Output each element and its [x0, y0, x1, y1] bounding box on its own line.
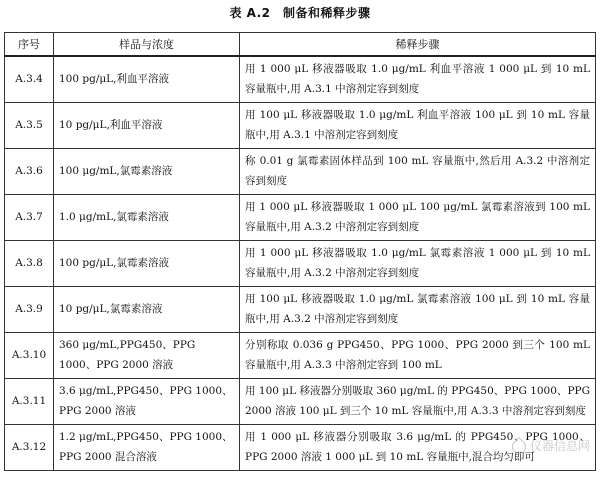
- cell-sample: 10 pg/μL,利血平溶液: [54, 102, 240, 148]
- table-row: [5, 286, 596, 332]
- header-step: 稀释步骤: [240, 33, 596, 57]
- watermark-text: 仪器信息网: [529, 439, 590, 453]
- cell-step: 分别称取 0.036 g PPG450、PPG 1000、PPG 2000 到三个 100 mL 容量瓶中,用 A.3.3 中溶剂定容到 100 mL: [240, 332, 596, 378]
- cell-step: 用 100 μL 移液器吸取 1.0 μg/mL 氯霉素溶液 100 μL 到 10 mL 容量瓶中,用 A.3.2 中溶剂定容到刻度: [240, 286, 596, 332]
- cell-seq: A.3.8: [5, 240, 54, 286]
- cell-sample: 10 pg/μL,氯霉素溶液: [54, 286, 240, 332]
- cell-sample: 100 μg/mL,氯霉素溶液: [54, 148, 240, 194]
- dilution-table: [4, 32, 596, 471]
- watermark: [512, 437, 590, 454]
- cell-sample: 100 pg/μL,利血平溶液: [54, 56, 240, 102]
- cell-sample: 1.2 μg/mL,PPG450、PPG 1000、PPG 2000 混合溶液: [54, 424, 240, 470]
- cell-step: 用 1 000 μL 移液器分别吸取 3.6 μg/mL 的 PPG450、PPG 1000、PPG 2000 溶液 1 000 μL 到 10 mL 容量瓶中,混合均匀即可: [240, 424, 596, 470]
- table-row: [5, 424, 596, 470]
- table-row: [5, 378, 596, 424]
- table-row: [5, 240, 596, 286]
- watermark-drop-icon: [509, 437, 529, 457]
- header-sample: 样品与浓度: [54, 33, 240, 57]
- cell-seq: A.3.10: [5, 332, 54, 378]
- cell-step: 称 0.01 g 氯霉素固体样品到 100 mL 容量瓶中,然后用 A.3.2 中溶剂定容到刻度: [240, 148, 596, 194]
- table-row: [5, 148, 596, 194]
- header-seq: 序号: [5, 33, 54, 57]
- table-row: [5, 332, 596, 378]
- cell-step: 用 1 000 μL 移液器吸取 1.0 μg/mL 氯霉素溶液 1 000 μL 到 10 mL 容量瓶中,用 A.3.2 中溶剂定容到刻度: [240, 240, 596, 286]
- cell-sample: 1.0 μg/mL,氯霉素溶液: [54, 194, 240, 240]
- cell-seq: A.3.4: [5, 56, 54, 102]
- cell-step: 用 1 000 μL 移液器吸取 1.0 μg/mL 利血平溶液 1 000 μL 到 10 mL 容量瓶中,用 A.3.1 中溶剂定容到刻度: [240, 56, 596, 102]
- cell-step: 用 100 μL 移液器吸取 1.0 μg/mL 利血平溶液 100 μL 到 10 mL 容量瓶中,用 A.3.1 中溶剂定容到刻度: [240, 102, 596, 148]
- cell-seq: A.3.7: [5, 194, 54, 240]
- table-row: [5, 194, 596, 240]
- cell-sample: 100 pg/μL,氯霉素溶液: [54, 240, 240, 286]
- cell-sample: 3.6 μg/mL,PPG450、PPG 1000、PPG 2000 溶液: [54, 378, 240, 424]
- table-header-row: [5, 33, 596, 57]
- cell-seq: A.3.11: [5, 378, 54, 424]
- table-title: 表 A.2 制备和稀释步骤: [229, 6, 371, 20]
- cell-step: 用 100 μL 移液器分别吸取 360 μg/mL 的 PPG450、PPG 1000、PPG 2000 溶液 100 μL 到三个 10 mL 容量瓶中,用 A.3.3 中溶剂定容到刻度: [240, 378, 596, 424]
- cell-seq: A.3.5: [5, 102, 54, 148]
- cell-step: 用 1 000 μL 移液器吸取 1 000 μL 100 μg/mL 氯霉素溶液到 100 mL 容量瓶中,用 A.3.2 中溶剂定容到刻度: [240, 194, 596, 240]
- cell-sample: 360 μg/mL,PPG450、PPG 1000、PPG 2000 溶液: [54, 332, 240, 378]
- table-row: [5, 102, 596, 148]
- table-row: [5, 56, 596, 102]
- cell-seq: A.3.9: [5, 286, 54, 332]
- cell-seq: A.3.6: [5, 148, 54, 194]
- cell-seq: A.3.12: [5, 424, 54, 470]
